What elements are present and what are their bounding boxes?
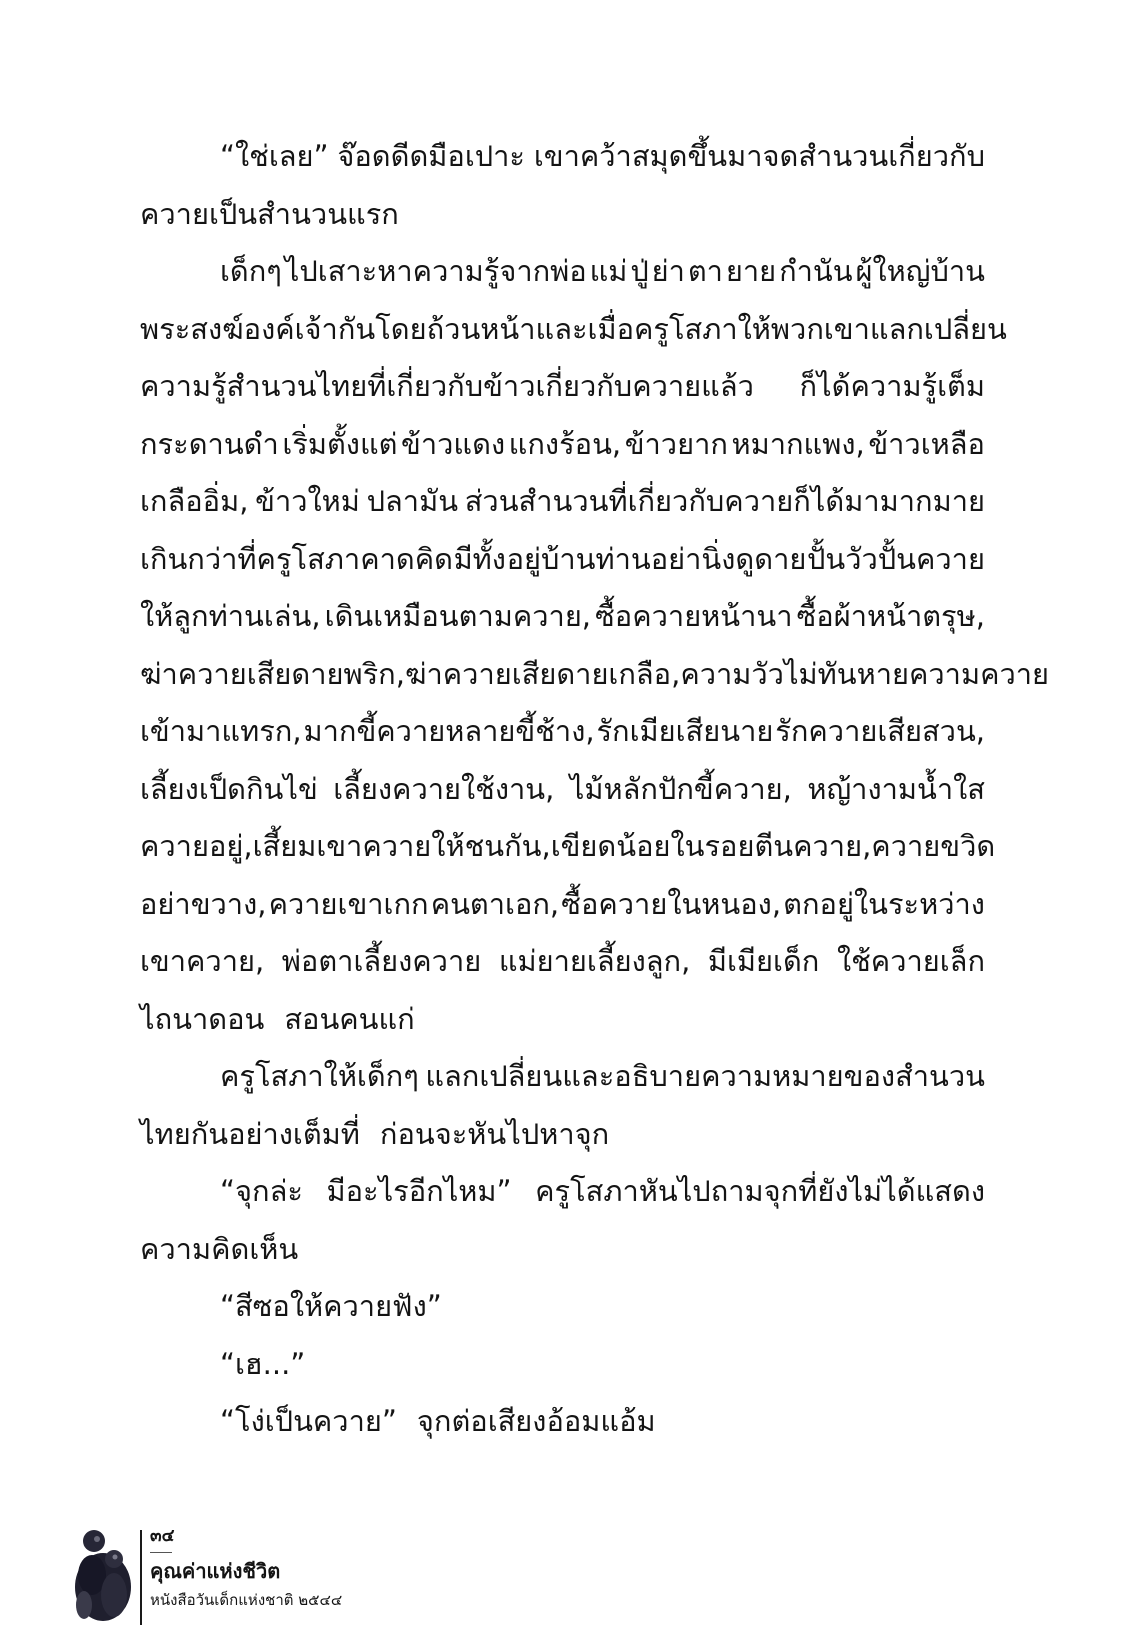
text-segment: ซื้อควายหน้านา xyxy=(595,599,793,633)
footer-divider xyxy=(140,1530,142,1625)
text-line xyxy=(140,761,985,819)
text-segment: พ่อตาเลี้ยงควาย xyxy=(281,944,482,978)
text-segment: กำนัน xyxy=(779,254,853,288)
text-segment: มีเมียเด็ก xyxy=(707,944,820,978)
text-segment: เกินกว่าที่ครูโสภาคาดคิด xyxy=(140,541,453,576)
text-segment: แกงร้อน, xyxy=(508,426,622,461)
text-segment: จุกต่อเสียงอ้อมแอ้ม xyxy=(416,1404,656,1438)
text-segment: ควายเขาเกก xyxy=(268,886,429,921)
text-segment: “จุกล่ะ xyxy=(220,1174,303,1208)
text-segment: ความคิดเห็น xyxy=(140,1231,299,1266)
book-title: คุณค่าแห่งชีวิต xyxy=(150,1559,281,1583)
book-subtitle: หนังสือวันเด็กแห่งชาติ ๒๕๔๔ xyxy=(150,1591,343,1609)
text-segment: ควายขวิด xyxy=(871,829,996,863)
text-segment: “ใช่เลย” xyxy=(220,139,329,173)
text-segment: ไม้หลักปักขี้ควาย, xyxy=(569,771,792,806)
text-segment: ก็ได้ความรู้เต็ม xyxy=(799,369,985,403)
text-segment: จ๊อดดีดมือเปาะ xyxy=(337,139,526,173)
text-segment: หญ้างามน้ำใส xyxy=(807,771,985,806)
text-line xyxy=(140,243,985,301)
text-segment: เขาควาย, xyxy=(140,944,265,978)
text-segment: ใช้ควายเล็ก xyxy=(836,944,985,978)
text-segment: มีทั้ง xyxy=(453,541,506,576)
text-segment: พระสงฆ์องค์เจ้ากันโดยถ้วนหน้า xyxy=(140,311,536,346)
text-segment: มากขี้ควายหลายขี้ช้าง, xyxy=(303,714,595,748)
body-text xyxy=(140,128,1050,1451)
text-segment: ตกอยู่ในระหว่าง xyxy=(783,886,985,921)
page-footer xyxy=(70,1520,400,1630)
text-segment: “สีซอให้ควายฟัง” xyxy=(220,1289,442,1323)
text-line xyxy=(140,1336,985,1394)
text-segment: ข้าวยาก xyxy=(624,426,728,461)
footer-dash xyxy=(150,1552,172,1553)
text-segment: เริ่มตั้งแต่ xyxy=(282,426,398,461)
text-line xyxy=(140,1278,985,1336)
text-segment: เดินเหมือนตามควาย, xyxy=(324,599,592,633)
text-segment: ไทยกันอย่างเต็มที่ xyxy=(140,1116,360,1151)
text-segment: ความควาย xyxy=(909,656,1050,691)
text-segment: เขียดน้อยในรอยตีนควาย, xyxy=(550,829,872,863)
text-line xyxy=(140,1106,985,1164)
text-segment: ซื้อควายในหนอง, xyxy=(561,886,782,921)
text-line xyxy=(140,301,1007,359)
text-segment: ควายอยู่, xyxy=(140,829,253,863)
text-segment: ฆ่าควายเสียดายเกลือ, xyxy=(404,656,681,691)
text-segment: แม่ xyxy=(589,254,628,288)
text-segment: ควายเป็นสำนวนแรก xyxy=(140,196,399,231)
text-segment: ยาย xyxy=(725,254,777,288)
text-line xyxy=(140,1221,985,1279)
text-segment: ข้าวใหม่ xyxy=(255,484,360,518)
text-segment: รักควายเสียสวน, xyxy=(775,714,985,748)
text-segment: หมากแพง, xyxy=(731,426,865,461)
text-line xyxy=(140,646,1050,704)
text-segment: แม่ยายเลี้ยงลูก, xyxy=(498,944,691,978)
text-line xyxy=(140,186,985,244)
text-segment: ครูโสภาให้เด็กๆ xyxy=(220,1059,419,1093)
text-segment: ข้าวแดง xyxy=(401,426,506,461)
text-segment: มีอะไรอีกไหม” xyxy=(326,1174,512,1208)
text-line xyxy=(140,416,985,474)
text-segment: รักเมียเสียนาย xyxy=(596,714,774,748)
text-segment: ไถนาดอน xyxy=(140,1001,265,1036)
text-line xyxy=(140,818,996,876)
text-segment: และเมื่อครูโสภาให้พวกเขาแลกเปลี่ยน xyxy=(535,311,1007,346)
text-segment: ไปเสาะหาความรู้จากพ่อ xyxy=(284,254,587,288)
text-line xyxy=(140,876,985,934)
text-segment: ย่า xyxy=(651,254,685,288)
text-segment: เขาคว้าสมุดขึ้นมาจดสำนวนเกี่ยวกับ xyxy=(533,139,985,173)
text-segment: ปู่ xyxy=(630,254,649,288)
text-segment: “โง่เป็นควาย” xyxy=(220,1404,397,1438)
text-line xyxy=(140,933,985,991)
text-segment: แลกเปลี่ยนและอธิบายความหมายของสำนวน xyxy=(425,1059,985,1093)
text-segment: ปลามัน xyxy=(366,484,459,518)
text-segment: ส่วนสำนวนที่เกี่ยวกับควายก็ได้มามากมาย xyxy=(464,484,985,518)
text-segment: อย่าขวาง, xyxy=(140,886,267,921)
text-line xyxy=(140,703,985,761)
text-segment: ผู้ใหญ่บ้าน xyxy=(855,254,985,288)
mother-child-figure-image xyxy=(70,1525,136,1623)
text-segment: ก่อนจะหันไปหาจุก xyxy=(379,1116,610,1151)
text-line xyxy=(140,1163,985,1221)
text-line xyxy=(140,358,985,416)
text-segment: ความวัวไม่ทันหาย xyxy=(680,656,909,691)
text-segment: กระดานดำ xyxy=(140,426,279,461)
text-segment: ให้ลูกท่านเล่น, xyxy=(140,599,321,633)
text-line xyxy=(140,531,985,589)
page-number: ๓๔ xyxy=(150,1526,175,1546)
text-segment: อยู่บ้านท่านอย่านิ่งดูดาย xyxy=(506,541,807,576)
text-segment: ฆ่าควายเสียดายพริก, xyxy=(140,656,405,691)
text-segment: เด็กๆ xyxy=(220,254,282,288)
text-segment: เสี้ยมเขาควายให้ชนกัน, xyxy=(252,829,551,863)
text-segment: ซื้อผ้าหน้าตรุษ, xyxy=(796,599,985,633)
text-segment: คนตาเอก, xyxy=(430,886,560,921)
text-segment: เข้ามาแทรก, xyxy=(140,714,302,748)
text-line xyxy=(140,128,985,186)
text-segment: เลี้ยงเป็ดกินไข่ xyxy=(140,771,318,806)
text-segment: ครูโสภาหันไปถามจุกที่ยังไม่ได้แสดง xyxy=(535,1174,985,1208)
text-segment: ความรู้สำนวนไทยที่เกี่ยวกับข้าวเกี่ยวกับควายแล้ว xyxy=(140,369,754,403)
text-line xyxy=(140,473,985,531)
text-line xyxy=(140,1048,985,1106)
text-line xyxy=(140,1393,985,1451)
text-segment: เลี้ยงควายใช้งาน, xyxy=(333,771,555,806)
text-segment: ตา xyxy=(687,254,723,288)
text-line xyxy=(140,588,985,646)
text-line xyxy=(140,991,985,1049)
text-segment: สอนคนแก่ xyxy=(284,1001,415,1036)
text-segment: ปั้นวัวปั้นควาย xyxy=(806,541,985,576)
text-segment: “เฮ...” xyxy=(220,1346,306,1381)
text-segment: ข้าวเหลือ xyxy=(868,426,985,461)
text-segment: เกลืออิ่ม, xyxy=(140,484,249,518)
